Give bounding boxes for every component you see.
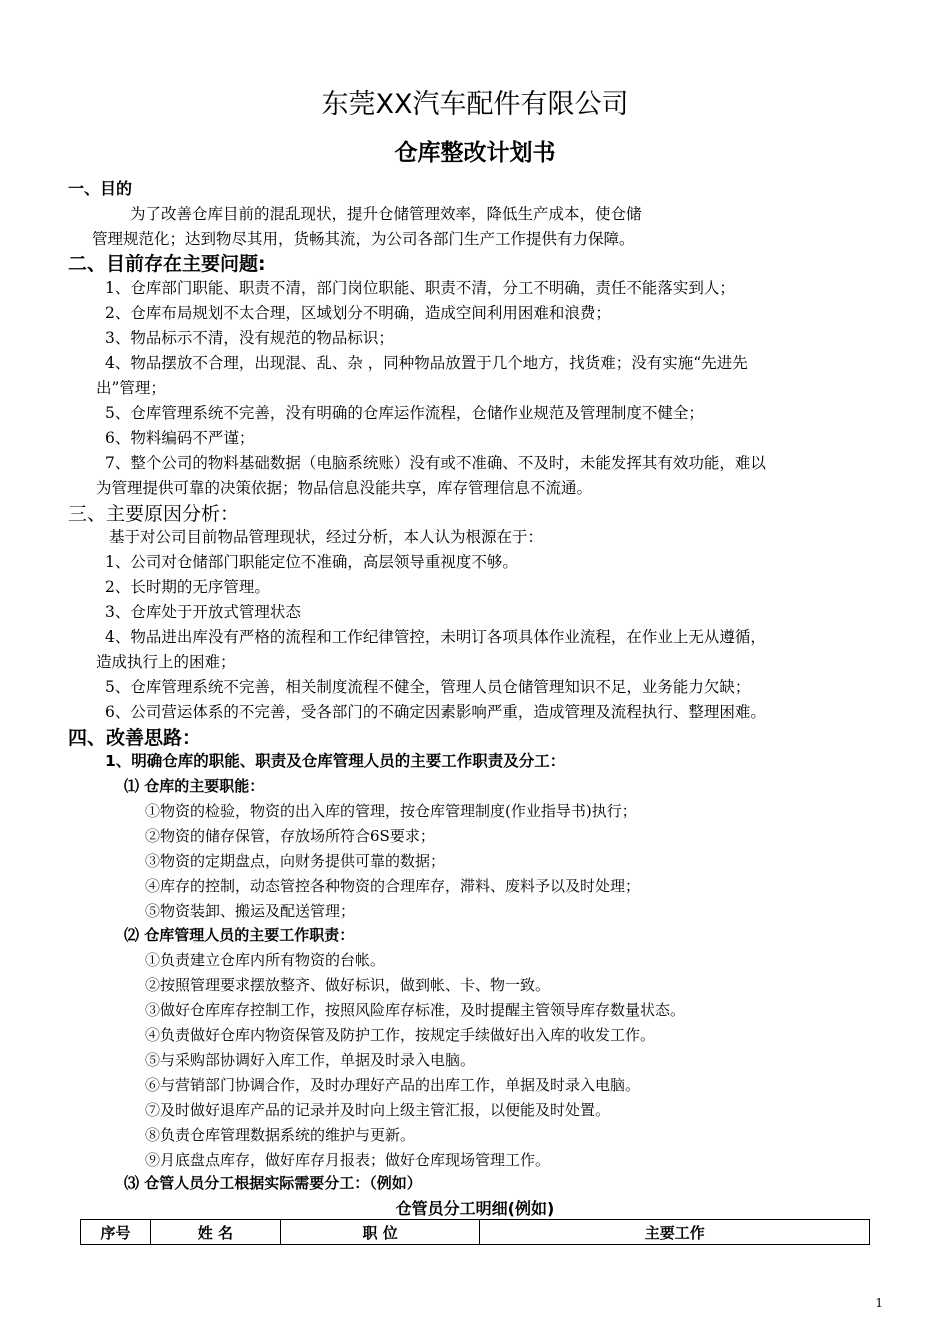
- duties-heading: ⑵ 仓库管理人员的主要工作职责：: [124, 926, 355, 944]
- section-2-item: 2、仓库布局规划不太合理，区域划分不明确，造成空间利用困难和浪费；: [105, 304, 611, 322]
- column-header-name: 姓 名: [150, 1220, 280, 1245]
- duty-item: ⑧负责仓库管理数据系统的维护与更新。: [145, 1126, 416, 1144]
- section-2-item: 1、仓库部门职能、职责不清，部门岗位职能、职责不清，分工不明确，责任不能落实到人；: [105, 279, 735, 297]
- section-2-item: 3、物品标示不清，没有规范的物品标识；: [105, 329, 394, 347]
- section-3-heading: 三、主要原因分析：: [68, 503, 240, 525]
- duty-item: ②按照管理要求摆放整齐、做好标识，做到帐、卡、物一致。: [145, 976, 551, 994]
- section-1-paragraph-line: 管理规范化；达到物尽其用，货畅其流，为公司各部门生产工作提供有力保障。: [92, 230, 635, 248]
- section-2-heading: 二、目前存在主要问题:: [68, 253, 266, 275]
- section-1-heading: 一、目的: [68, 179, 133, 198]
- section-4-heading: 四、改善思路：: [68, 727, 202, 749]
- column-header-position: 职 位: [280, 1220, 480, 1245]
- section-3-item: 基于对公司目前物品管理现状，经过分析，本人认为根源在于：: [109, 528, 544, 546]
- function-item: ④库存的控制，动态管控各种物资的合理库存，滞料、废料予以及时处理；: [145, 877, 641, 895]
- section-3-item: 6、公司营运体系的不完善，受各部门的不确定因素影响严重，造成管理及流程执行、整理困难。: [105, 703, 766, 721]
- column-header-index: 序号: [81, 1220, 151, 1245]
- section-2-item: 4、物品摆放不合理，出现混、乱、杂 ，同种物品放置于几个地方，找货难；没有实施“先进先: [105, 354, 748, 372]
- duty-item: ①负责建立仓库内所有物资的台帐。: [145, 951, 386, 969]
- duty-item: ⑦及时做好退库产品的记录并及时向上级主管汇报，以便能及时处置。: [145, 1101, 611, 1119]
- section-2-item: 6、物料编码不严谨；: [105, 429, 255, 447]
- function-item: ⑤物资装卸、搬运及配送管理；: [145, 902, 356, 920]
- duty-item: ③做好仓库库存控制工作，按照风险库存标准，及时提醒主管领导库存数量状态。: [145, 1001, 686, 1019]
- section-2-item: 为管理提供可靠的决策依据；物品信息没能共享，库存管理信息不流通。: [96, 479, 593, 497]
- section-3-item: 3、仓库处于开放式管理状态: [105, 603, 301, 621]
- section-3-item: 5、仓库管理系统不完善，相关制度流程不健全，管理人员仓储管理知识不足，业务能力欠缺；: [105, 678, 751, 696]
- column-header-main-work: 主要工作: [480, 1220, 870, 1245]
- staff-division-table: [80, 1219, 870, 1245]
- section-4-subheading: 1、明确仓库的职能、职责及仓库管理人员的主要工作职责及分工：: [105, 752, 566, 770]
- function-item: ③物资的定期盘点，向财务提供可靠的数据；: [145, 852, 446, 870]
- page-number: 1: [875, 1296, 883, 1310]
- duty-item: ⑤与采购部协调好入库工作，单据及时录入电脑。: [145, 1051, 476, 1069]
- section-3-item: 造成执行上的困难；: [96, 653, 236, 671]
- section-2-item: 出”管理；: [96, 379, 166, 397]
- section-2-item: 7、整个公司的物料基础数据（电脑系统账）没有或不准确、不及时，未能发挥其有效功能，难以: [105, 454, 766, 472]
- section-3-item: 2、长时期的无序管理。: [105, 578, 270, 596]
- duty-item: ④负责做好仓库内物资保管及防护工作，按规定手续做好出入库的收发工作。: [145, 1026, 656, 1044]
- duty-item: ⑨月底盘点库存，做好库存月报表；做好仓库现场管理工作。: [145, 1151, 551, 1169]
- section-3-item: 4、物品进出库没有严格的流程和工作纪律管控，未明订各项具体作业流程，在作业上无从遵循，: [105, 628, 766, 646]
- division-heading: ⑶ 仓管人员分工根据实际需要分工：（例如）: [124, 1174, 422, 1192]
- function-item: ①物资的检验，物资的出入库的管理，按仓库管理制度(作业指导书)执行；: [145, 802, 637, 820]
- company-name: 东莞XX汽车配件有限公司: [321, 89, 629, 120]
- functions-heading: ⑴ 仓库的主要职能：: [124, 777, 265, 795]
- section-2-item: 5、仓库管理系统不完善，没有明确的仓库运作流程，仓储作业规范及管理制度不健全；: [105, 404, 704, 422]
- function-item: ②物资的储存保管，存放场所符合6S要求；: [145, 827, 435, 845]
- table-caption: 仓管员分工明细(例如): [395, 1199, 555, 1218]
- section-3-item: 1、公司对仓储部门职能定位不准确，高层领导重视度不够。: [105, 553, 518, 571]
- table-header-row: [81, 1220, 870, 1245]
- section-1-paragraph-line: 为了改善仓库目前的混乱现状，提升仓储管理效率，降低生产成本，使仓储: [130, 205, 642, 223]
- document-title: 仓库整改计划书: [394, 140, 556, 166]
- duty-item: ⑥与营销部门协调合作，及时办理好产品的出库工作，单据及时录入电脑。: [145, 1076, 641, 1094]
